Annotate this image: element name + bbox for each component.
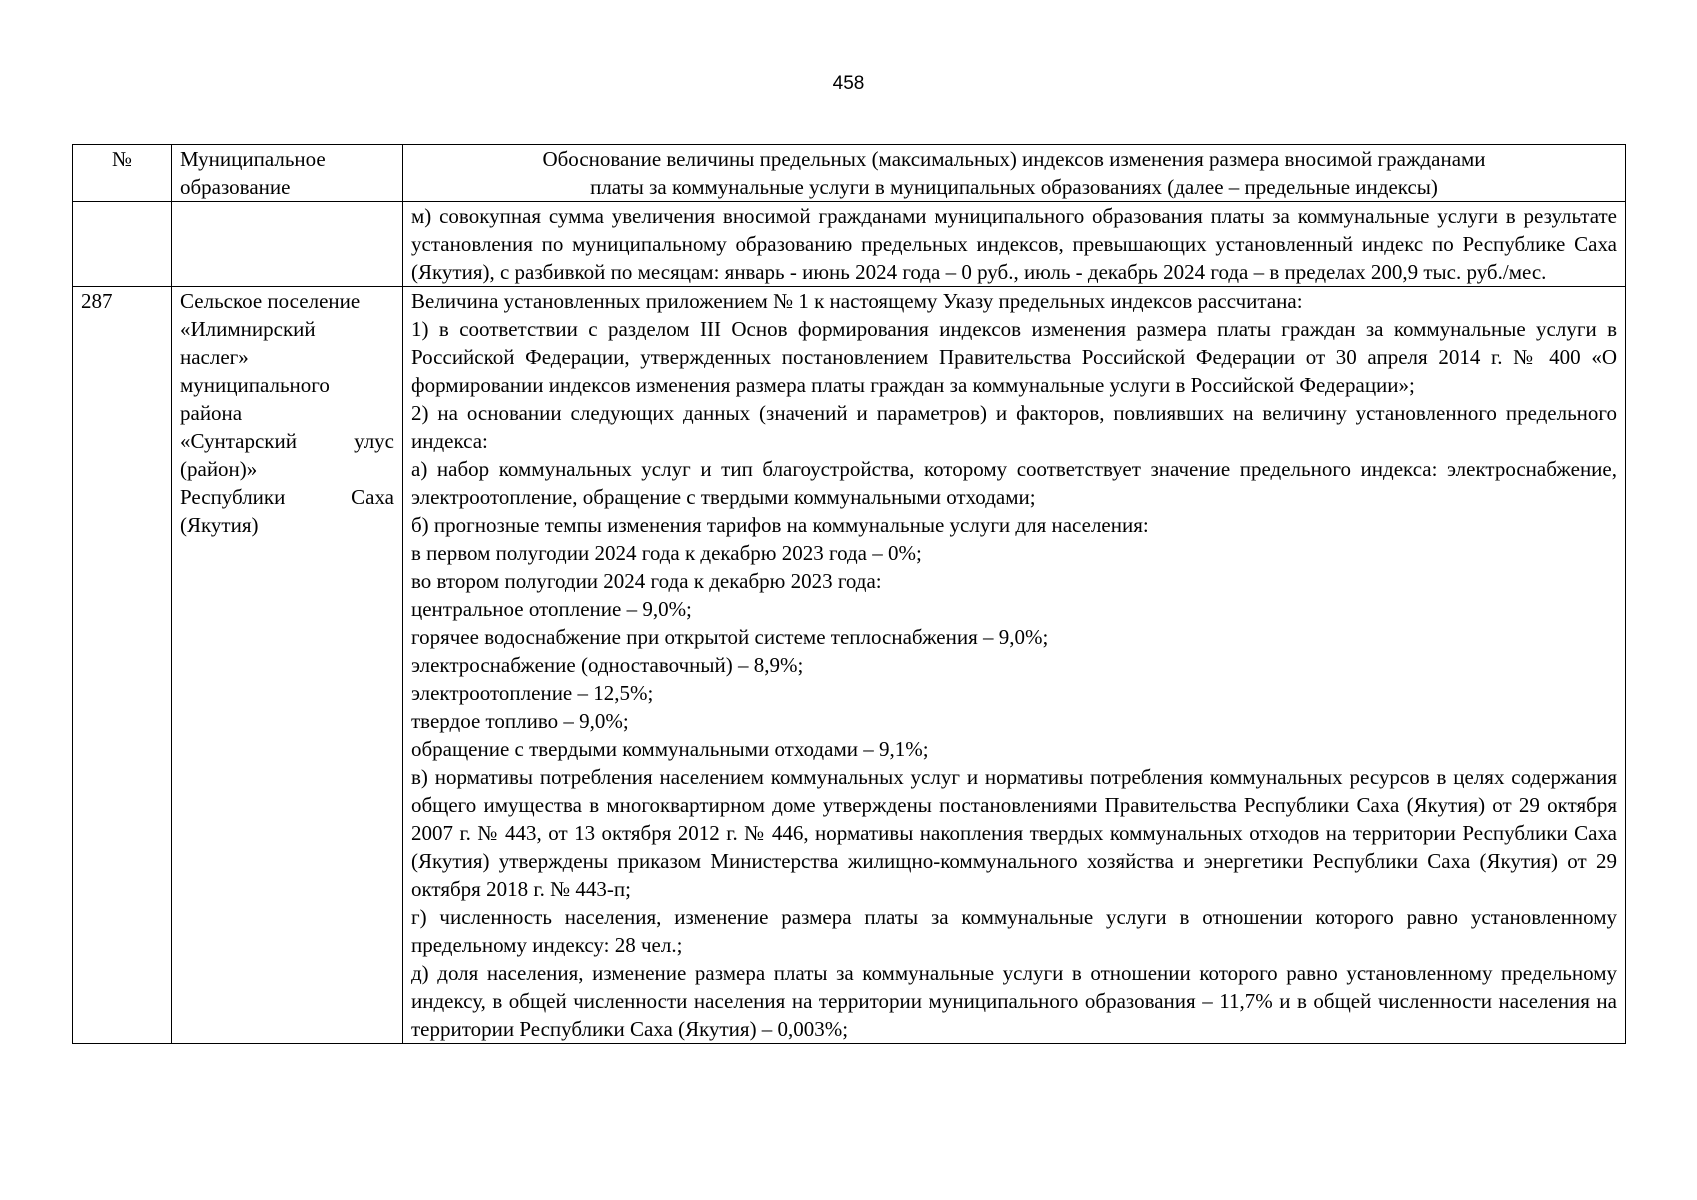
row-justification-cell: [403, 202, 1626, 287]
justification-paragraph: 2) на основании следующих данных (значений и параметров) и факторов, повлиявших на величину установленного предельного индекса:: [411, 401, 1617, 453]
justification-paragraph: г) численность населения, изменение размера платы за коммунальные услуги в отношении которого равно установленному предельному индексу: 28 чел.;: [411, 905, 1617, 957]
municipality-line: «Сунтарский улус: [180, 429, 394, 453]
header-justification-line1: Обоснование величины предельных (максимальных) индексов изменения размера вносимой гражданами: [542, 147, 1486, 171]
row-justification-cell: [403, 287, 1626, 1044]
justification-paragraph: а) набор коммунальных услуг и тип благоустройства, которому соответствует значение предельного индекса: электроснабжение, электроотопление, обращение с твердыми коммунальными отходами;: [411, 457, 1617, 509]
justification-paragraph: Величина установленных приложением № 1 к настоящему Указу предельных индексов рассчитана:: [411, 289, 1303, 313]
header-municipality: Муниципальное образование: [172, 145, 403, 202]
table-row-287: [73, 287, 1626, 1044]
municipality-line: района: [180, 401, 243, 425]
justification-paragraph: электроснабжение (одноставочный) – 8,9%;: [411, 653, 804, 677]
municipality-line: муниципального: [180, 373, 330, 397]
header-justification: [403, 145, 1626, 202]
justification-paragraph: м) совокупная сумма увеличения вносимой гражданами муниципального образования платы за коммунальные услуги в результате установления по муниципальному образованию предельных индексов, превышающих установленный индекс по Республике Саха (Якутия), с разбивкой по месяцам: январь - июнь 2024 года – 0 руб., июль - декабрь 2024 года – в пределах 200,9 тыс. руб./мес.: [411, 204, 1617, 284]
justification-table: [72, 144, 1626, 1044]
header-justification-line2: платы за коммунальные услуги в муниципальных образованиях (далее – предельные индексы): [590, 175, 1438, 199]
row-number-cell: 287: [73, 287, 172, 1044]
row-municipality-cell: [172, 202, 403, 287]
justification-paragraph: горячее водоснабжение при открытой системе теплоснабжения – 9,0%;: [411, 625, 1049, 649]
row-number-cell: [73, 202, 172, 287]
municipality-line: «Илимнирский: [180, 317, 316, 341]
table-row-continuation: [73, 202, 1626, 287]
justification-paragraph: д) доля населения, изменение размера платы за коммунальные услуги в отношении которого равно установленному предельному индексу, в общей численности населения на территории муниципального образования – 11,7% и в общей численности населения на территории Республики Саха (Якутия) – 0,003%;: [411, 961, 1617, 1041]
header-number: №: [73, 145, 172, 202]
justification-paragraph: центральное отопление – 9,0%;: [411, 597, 692, 621]
municipality-line: (район)»: [180, 457, 258, 481]
justification-paragraph: в первом полугодии 2024 года к декабрю 2023 года – 0%;: [411, 541, 922, 565]
justification-paragraph: обращение с твердыми коммунальными отходами – 9,1%;: [411, 737, 929, 761]
justification-paragraph: электроотопление – 12,5%;: [411, 681, 654, 705]
municipality-line: Республики Саха: [180, 485, 394, 509]
municipality-line: наслег»: [180, 345, 249, 369]
header-row: [73, 145, 1626, 202]
justification-paragraph: твердое топливо – 9,0%;: [411, 709, 629, 733]
municipality-line: (Якутия): [180, 513, 259, 537]
municipality-line: Сельское поселение: [180, 289, 361, 313]
justification-paragraph: в) нормативы потребления населением коммунальных услуг и нормативы потребления коммунальных ресурсов в целях содержания общего имущества в многоквартирном доме утверждены постановлениями Правительства Республики Саха (Якутия) от 29 октября 2007 г. № 443, от 13 октября 2012 г. № 446, нормативы накопления твердых коммунальных отходов на территории Республики Саха (Якутия) утверждены приказом Министерства жилищно-коммунального хозяйства и энергетики Республики Саха (Якутия) от 29 октября 2018 г. № 443-п;: [411, 765, 1617, 901]
justification-paragraph: во втором полугодии 2024 года к декабрю 2023 года:: [411, 569, 882, 593]
justification-paragraph: б) прогнозные темпы изменения тарифов на коммунальные услуги для населения:: [411, 513, 1149, 537]
justification-paragraph: 1) в соответствии с разделом III Основ формирования индексов изменения размера платы граждан за коммунальные услуги в Российской Федерации, утвержденных постановлением Правительства Российской Федерации от 30 апреля 2014 г. № 400 «О формировании индексов изменения размера платы граждан за коммунальные услуги в Российской Федерации»;: [411, 317, 1617, 397]
table-header: [73, 145, 1626, 202]
row-municipality-cell: [172, 287, 403, 1044]
page-number: 458: [832, 73, 865, 94]
